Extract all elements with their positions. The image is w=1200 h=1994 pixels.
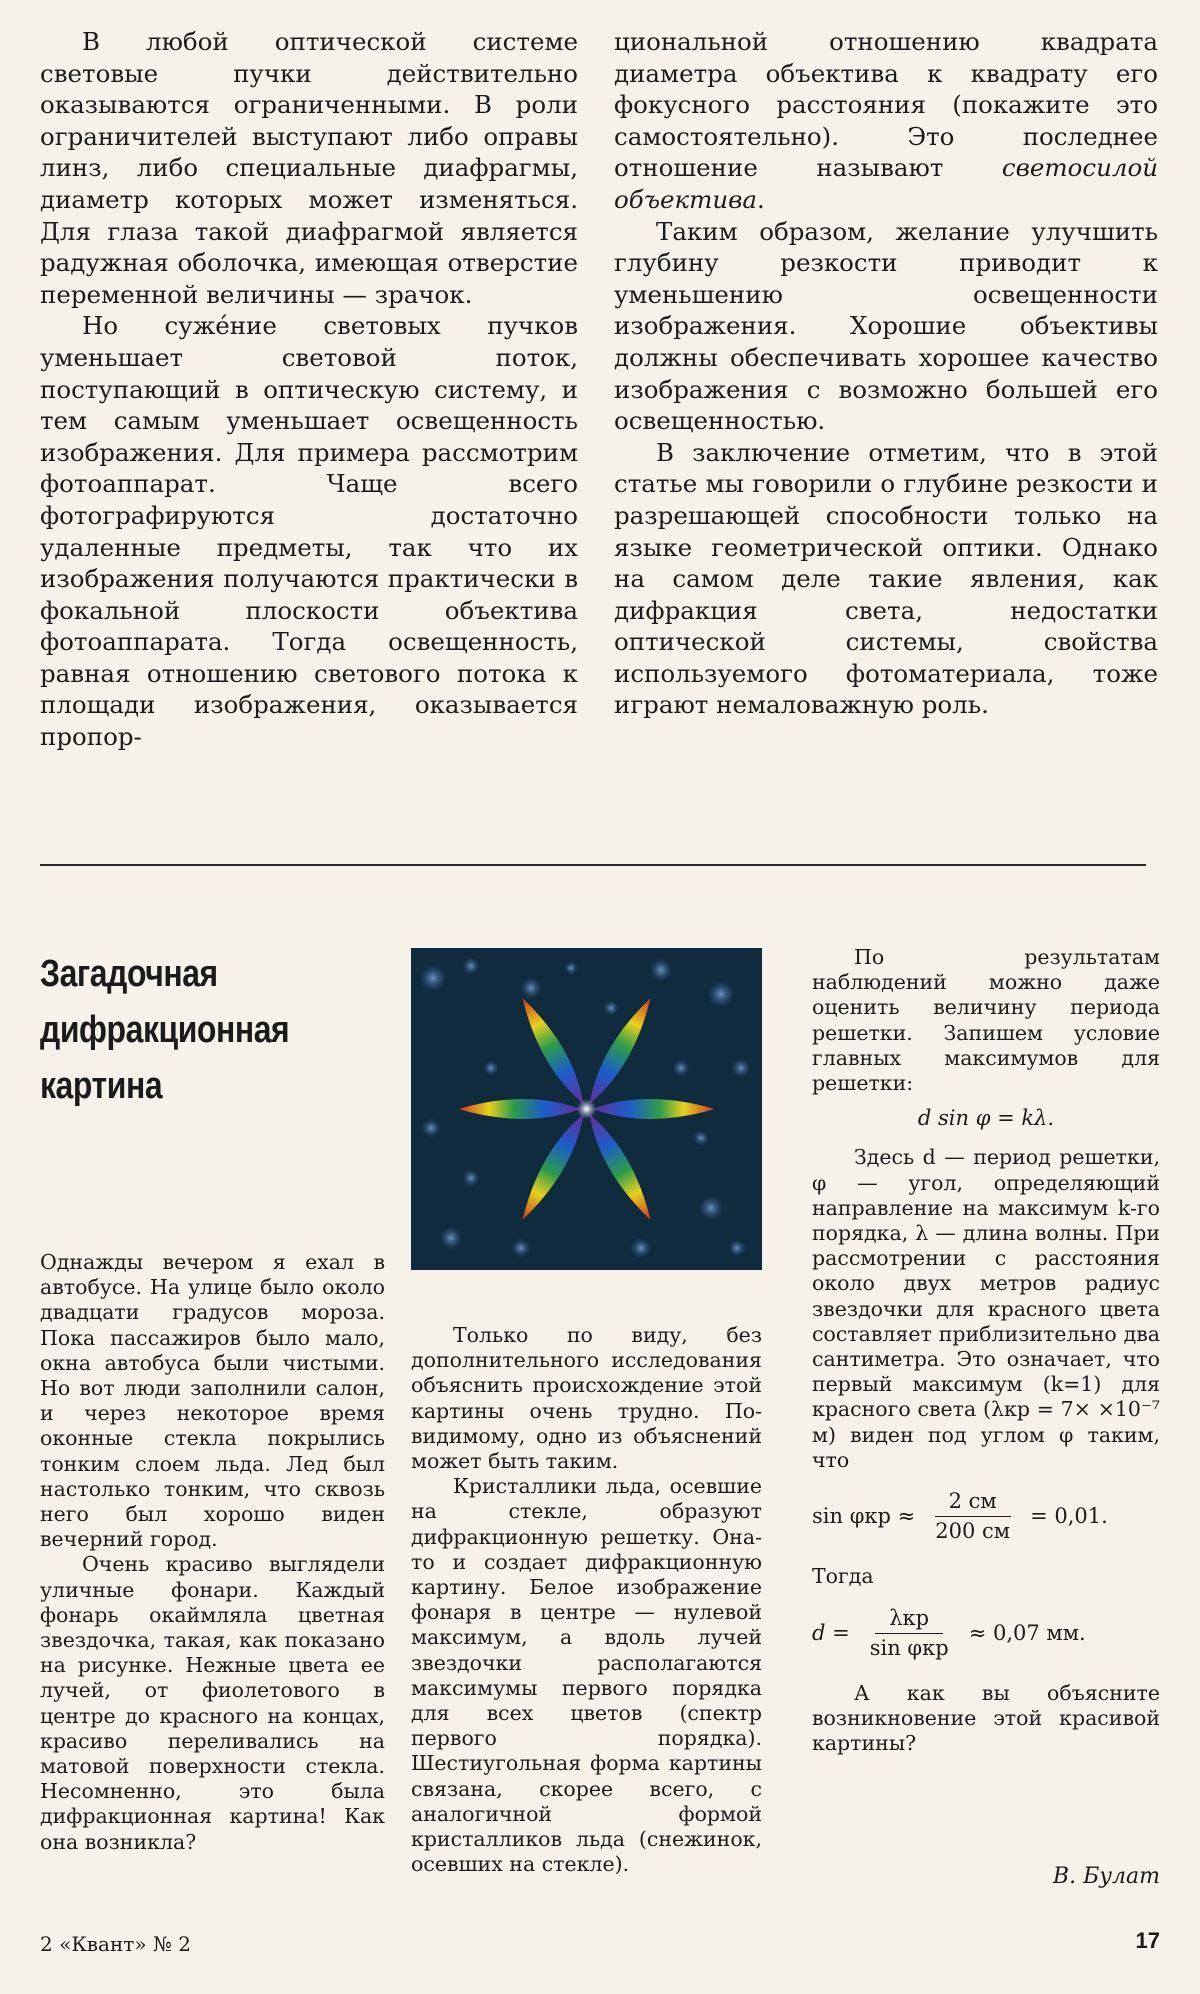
paragraph: Но суже́ние световых пучков уменьшает световой поток, поступающий в оптическую систему, и тем самым уменьшает освещенность изображения. Для примера рассмотрим фотоаппарат. Чаще всего фотографируются достаточно удаленные предметы, так что их изображения получаются практически в фокальной плоскости объектива фотоаппарата. Тогда освещенность, равная отношению светового потока к площади изображения, оказывается пропор- (40, 311, 578, 752)
frost-spot (564, 961, 578, 975)
frost-spot (511, 1238, 531, 1258)
numerator: 2 см (935, 1489, 1011, 1517)
paragraph: По результатам наблюдений можно даже оценить величину периода решетки. Запишем условие главных максимумов для решетки: (812, 945, 1160, 1096)
title-line: картина (40, 1065, 163, 1107)
title-line: Загадочная (40, 953, 218, 995)
frost-spot (439, 1226, 463, 1250)
text-run: циональной отношению квадрата диаметра объектива к квадрату его фокусного расстояния (покажите это самостоятельно). Это последнее отношение называют (614, 27, 1158, 183)
denominator: sin φкр (869, 1635, 949, 1660)
central-maximum (577, 1099, 597, 1119)
paragraph: Однажды вечером я ехал в автобусе. На улице было около двадцати градусов мороза. Пока пассажиров было мало, окна автобуса были чистыми. Но вот люди заполнили салон, и через некоторое время оконные стекла покрылись тонким слоем льда. Лед был настолько тонким, что сквозь него был хорошо виден вечерний город. (40, 1250, 385, 1552)
diffraction-star-figure (411, 948, 762, 1270)
paragraph: А как вы объясните возникновение этой красивой картины? (812, 1681, 1160, 1756)
frost-spot (693, 1130, 709, 1146)
frost-spot (698, 1195, 724, 1221)
article-column-3 (812, 945, 1160, 1757)
journal-footer: 2 «Квант» № 2 (40, 1932, 191, 1956)
text-run: . (757, 184, 765, 214)
paragraph: В заключение отметим, что в этой статье мы говорили о глубине резкости и разрешающей способности только на языке геометрической оптики. Однако на самом деле такие явления, как дифракция света, недостатки оптической системы, свойства используемого фотоматериала, тоже играют немаловажную роль. (614, 437, 1158, 720)
frost-spot (630, 1237, 652, 1259)
title-line: дифракционная (40, 1009, 290, 1051)
frost-spot (728, 1239, 746, 1257)
frost-spot (707, 980, 735, 1008)
formula-lhs: sin φкр ≈ (812, 1504, 916, 1529)
paragraph (614, 26, 1158, 216)
paragraph: Таким образом, желание улучшить глубину резкости приводит к уменьшению освещенности изображения. Хорошие объективы должны обеспечивать хорошее качество изображения с возможно большей его освещенностью. (614, 216, 1158, 436)
fraction (856, 1606, 963, 1661)
article-title (40, 946, 309, 1114)
frost-spot (672, 1059, 690, 1077)
article-column-2 (411, 1323, 762, 1877)
formula-rhs: = 0,01. (1030, 1504, 1108, 1529)
paragraph: Кристаллики льда, осевшие на стекле, образуют дифракционную решетку. Она-то и создает дифракционную картину. Белое изображение фонаря в центре — нулевой максимум, а вдоль лучей звездочки располагаются максимумы первого порядка для всех цветов (спектр первого порядка). Шестиугольная форма картины связана, скорее всего, с аналогичной формой кристалликов льда (снежинок, осевших на стекле). (411, 1474, 762, 1877)
top-column-right (614, 26, 1158, 721)
formula-lhs: d = (812, 1620, 850, 1645)
frost-spot (462, 957, 480, 975)
formula-rhs: ≈ 0,07 мм. (968, 1620, 1086, 1645)
frost-spot (649, 958, 673, 982)
then-word: Тогда (812, 1564, 874, 1589)
top-column-left (40, 26, 578, 753)
formula-sine (812, 1489, 1160, 1544)
frost-spot (731, 1058, 751, 1078)
term-aperture-ratio: светосилой объектива (614, 153, 1158, 214)
paragraph: В любой оптической системе световые пучки действительно оказываются ограниченными. В роли ограничителей выступают либо оправы линз, либо специальные диафрагмы, диаметр которых может изменяться. Для глаза такой диафрагмой является радужная оболочка, имеющая отверстие переменной величины — зрачок. (40, 27, 578, 309)
frost-spot (419, 964, 447, 992)
frost-spot (421, 1118, 441, 1138)
article-column-1 (40, 1250, 385, 1855)
formula-period (812, 1606, 1160, 1661)
numerator: λкр (875, 1606, 943, 1634)
fraction (921, 1489, 1024, 1544)
frost-spot (520, 977, 542, 999)
frost-spot (462, 1169, 480, 1187)
frost-spot (483, 1060, 499, 1076)
grating-equation: d sin φ = kλ. (917, 1106, 1055, 1131)
paragraph: Очень красиво выглядели уличные фонари. Каждый фонарь окаймляла цветная звездочка, такая, как показано на рисунке. Нежные цвета ее лучей, от фиолетового в центре до красного на концах, красиво переливались на матовой поверхности стекла. Несомненно, это была дифракционная картина! Как она возникла? (40, 1552, 385, 1854)
page-number: 17 (1135, 1928, 1160, 1953)
author-signature: В. Булат (1052, 1864, 1160, 1889)
paragraph: Здесь d — период решетки, φ — угол, определяющий направление на максимум k-го порядка, λ — длина волны. При рассмотрении с расстояния около двух метров радиус звездочки для красного цвета составляет приблизительно два сантиметра. Это означает, что первый максимум (k=1) для красного света (λкр = 7× ×10⁻⁷ м) виден под углом φ таким, что (812, 1145, 1160, 1472)
paragraph: Только по виду, без дополнительного исследования объяснить происхождение этой картины очень трудно. По-видимому, одно из объяснений может быть таким. (411, 1323, 762, 1474)
frost-spot (603, 1000, 619, 1016)
denominator: 200 см (935, 1519, 1011, 1544)
section-divider (40, 864, 1146, 866)
